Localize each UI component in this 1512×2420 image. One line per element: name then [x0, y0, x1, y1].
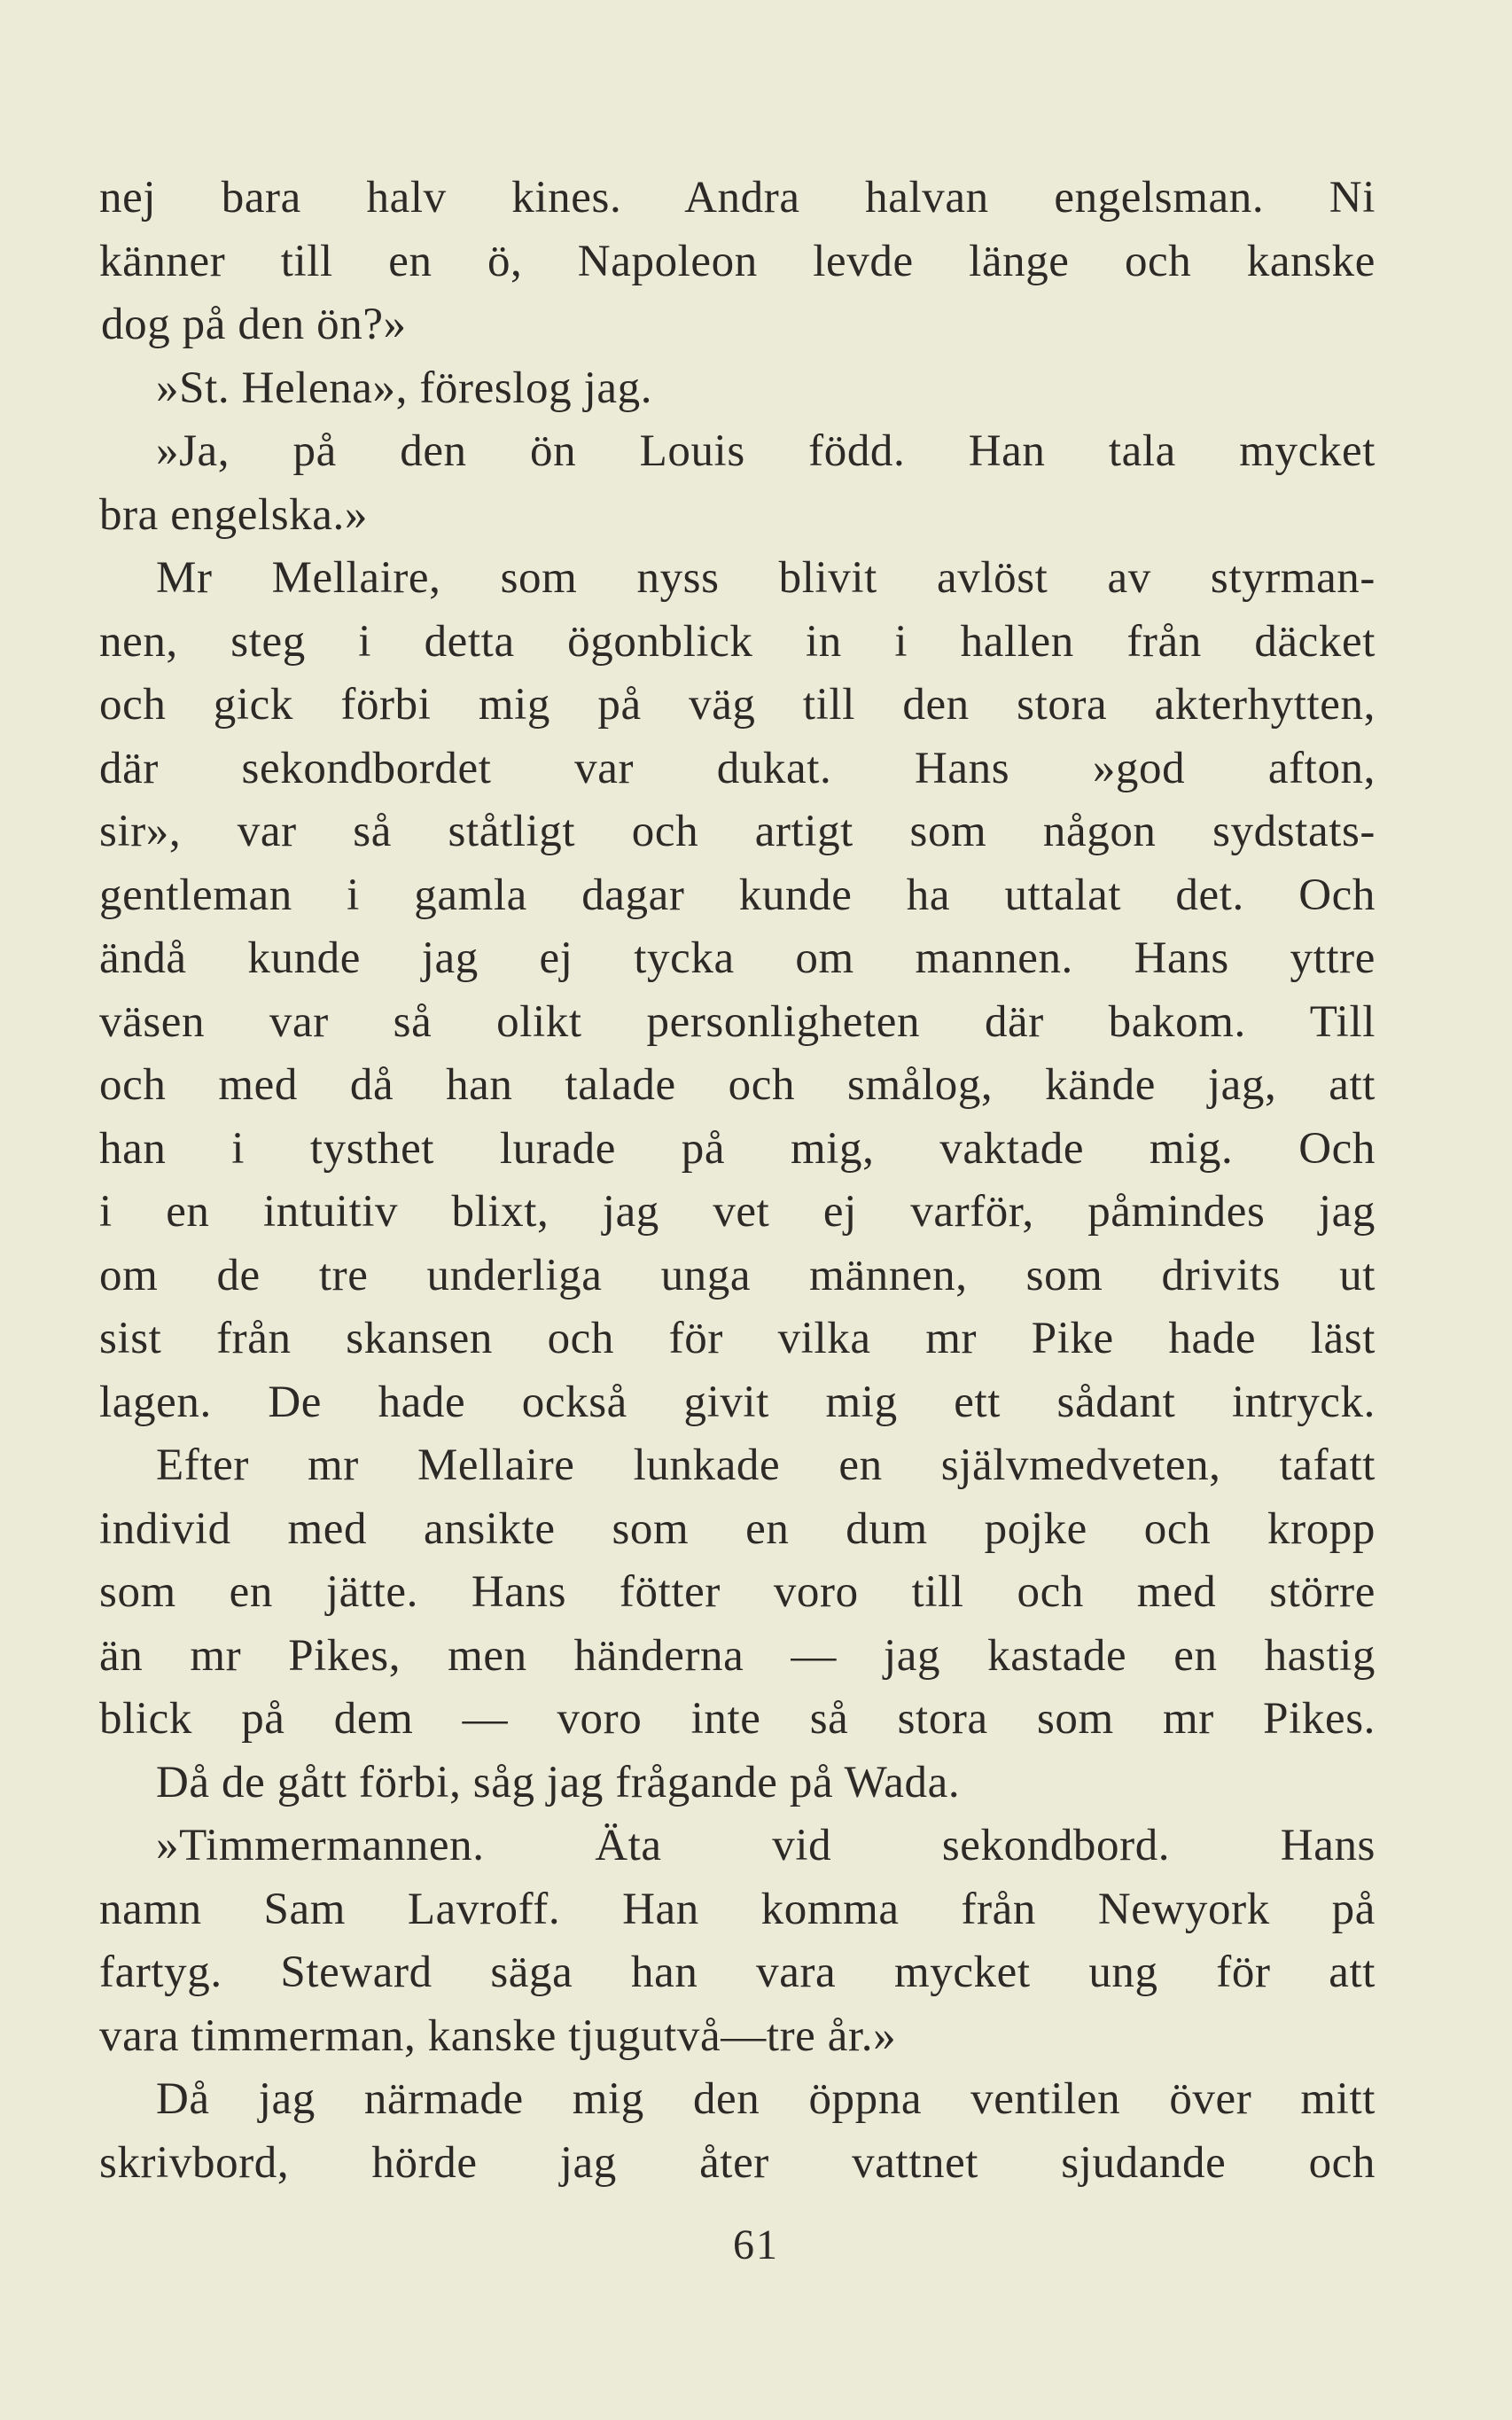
text-line-7: Mr Mellaire, som nyss blivit avlöst av styrman- — [156, 553, 1376, 603]
text-line-19: sist från skansen och för vilka mr Pike hade läst — [99, 1314, 1376, 1363]
text-line-25: blick på dem — voro inte så stora som mr Pikes. — [99, 1694, 1376, 1744]
text-line-11: sir», var så ståtligt och artigt som någon sydstats- — [99, 807, 1376, 856]
text-line-14: väsen var så olikt personligheten där bakom. Till — [99, 996, 1376, 1047]
text-line-29: fartyg. Steward säga han vara mycket ung för att — [99, 1948, 1376, 1997]
text-line-16: han i tysthet lurade på mig, vaktade mig. Och — [99, 1123, 1376, 1174]
text-line-21: Efter mr Mellaire lunkade en självmedveten, tafatt — [156, 1440, 1376, 1490]
text-line-32: skrivbord, hörde jag åter vattnet sjudande och — [99, 2137, 1376, 2188]
text-line-22: individ med ansikte som en dum pojke och kropp — [99, 1503, 1376, 1554]
text-line-18: om de tre underliga unga männen, som drivits ut — [99, 1250, 1376, 1300]
text-line-6: bra engelska.» — [99, 489, 368, 540]
body-text — [99, 167, 1376, 2195]
text-line-2: känner till en ö, Napoleon levde länge och kanske — [99, 236, 1376, 286]
text-line-23: som en jätte. Hans fötter voro till och med större — [99, 1567, 1376, 1617]
text-line-3: dog på den ön?» — [101, 300, 407, 349]
text-line-15: och med då han talade och smålog, kände jag, att — [99, 1060, 1376, 1110]
text-line-28: namn Sam Lavroff. Han komma från Newyork på — [99, 1884, 1376, 1934]
text-line-26: Då de gått förbi, såg jag frågande på Wada. — [156, 1757, 961, 1807]
text-line-17: i en intuitiv blixt, jag vet ej varför, påmindes jag — [99, 1187, 1376, 1237]
text-line-10: där sekondbordet var dukat. Hans »god afton, — [99, 743, 1376, 793]
text-line-4: »St. Helena», föreslog jag. — [156, 363, 653, 413]
text-line-30: vara timmerman, kanske tjugutvå—tre år.» — [99, 2010, 897, 2061]
text-line-12: gentleman i gamla dagar kunde ha uttalat det. Och — [99, 870, 1376, 920]
text-line-20: lagen. De hade också givit mig ett sådant intryck. — [99, 1377, 1376, 1427]
text-line-9: och gick förbi mig på väg till den stora akterhytten, — [99, 680, 1376, 730]
text-line-1: nej bara halv kines. Andra halvan engelsman. Ni — [99, 173, 1376, 222]
text-line-27: »Timmermannen. Äta vid sekondbord. Hans — [156, 1821, 1376, 1870]
text-line-24: än mr Pikes, men händerna — jag kastade en hastig — [99, 1630, 1376, 1681]
page-number: 61 — [733, 2221, 779, 2268]
text-line-5: »Ja, på den ön Louis född. Han tala mycket — [156, 426, 1376, 476]
text-line-31: Då jag närmade mig den öppna ventilen över mitt — [156, 2074, 1376, 2124]
text-line-8: nen, steg i detta ögonblick in i hallen från däcket — [99, 616, 1376, 667]
text-line-13: ändå kunde jag ej tycka om mannen. Hans yttre — [99, 933, 1376, 983]
